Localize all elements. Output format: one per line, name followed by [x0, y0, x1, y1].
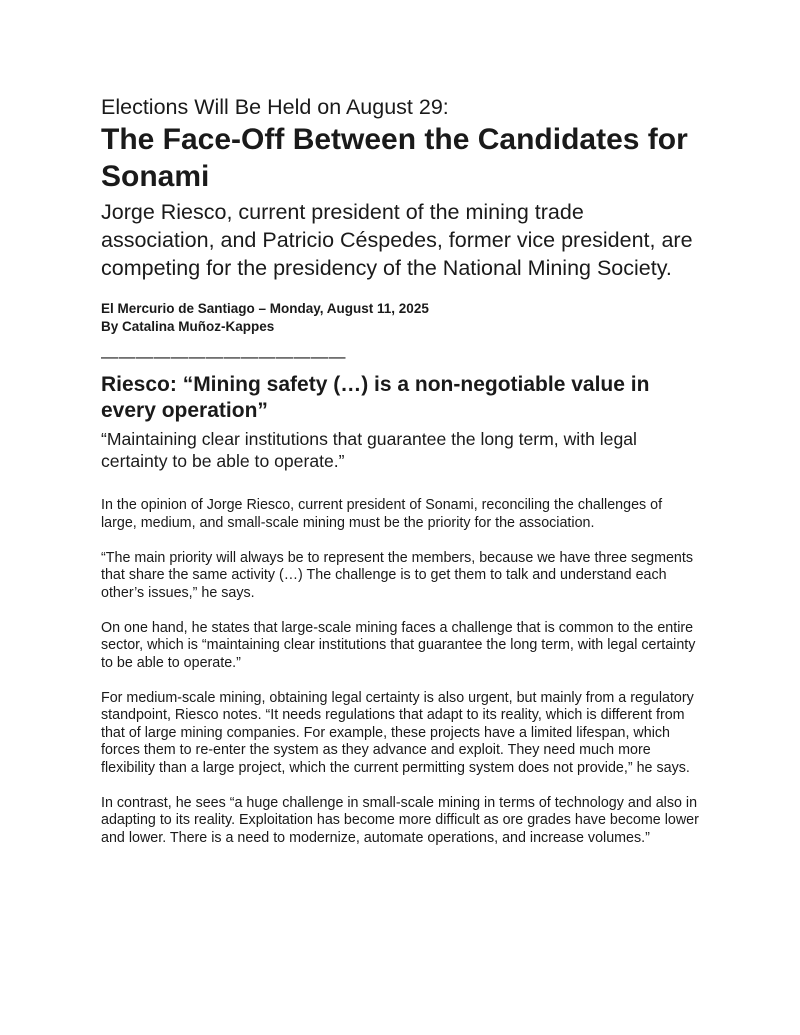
source-line: El Mercurio de Santiago – Monday, August 11, 2025 — [101, 301, 429, 316]
article-headline: The Face-Off Between the Candidates for Sonami — [101, 123, 688, 193]
section-divider: —————————————— — [101, 347, 346, 366]
body-paragraph: In the opinion of Jorge Riesco, current president of Sonami, reconciling the challenges of large, medium, and small-scale mining must be the priority for the association. — [101, 497, 663, 531]
byline — [101, 300, 701, 336]
article-deck: Jorge Riesco, current president of the mining trade association, and Patricio Céspedes, former vice president, are competing for the presidency of the National Mining Society. — [101, 200, 693, 280]
body-paragraph: “The main priority will always be to represent the members, because we have three segments that share the same activity (…) The challenge is to get them to talk and understand each other’s issues,” he says. — [101, 549, 694, 601]
article-kicker: Elections Will Be Held on August 29: — [101, 95, 449, 119]
author-line: By Catalina Muñoz-Kappes — [101, 319, 275, 334]
article-page — [101, 94, 701, 847]
body-paragraph: On one hand, he states that large-scale mining faces a challenge that is common to the entire sector, which is “maintaining clear institutions that guarantee the long term, with legal certainty to be able to operate.” — [101, 619, 696, 671]
section-title: Riesco: “Mining safety (…) is a non-negotiable value in every operation” — [101, 373, 650, 422]
body-paragraph: For medium-scale mining, obtaining legal certainty is also urgent, but mainly from a regulatory standpoint, Riesco notes. “It needs regulations that adapt to its reality, which is different from that of large mining companies. For example, these projects have a limited lifespan, which forces them to re-enter the system as they advance and exploit. They need much more flexibility than a large project, which the current permitting system does not provide,” he says. — [101, 689, 694, 776]
section-subtitle: “Maintaining clear institutions that guarantee the long term, with legal certainty to be able to operate.” — [101, 429, 637, 471]
article-body — [101, 497, 701, 847]
body-paragraph: In contrast, he sees “a huge challenge in small-scale mining in terms of technology and also in adapting to its reality. Exploitation has become more difficult as ore grades have become lower and lower. There is a need to modernize, automate operations, and increase volumes.” — [101, 794, 699, 846]
